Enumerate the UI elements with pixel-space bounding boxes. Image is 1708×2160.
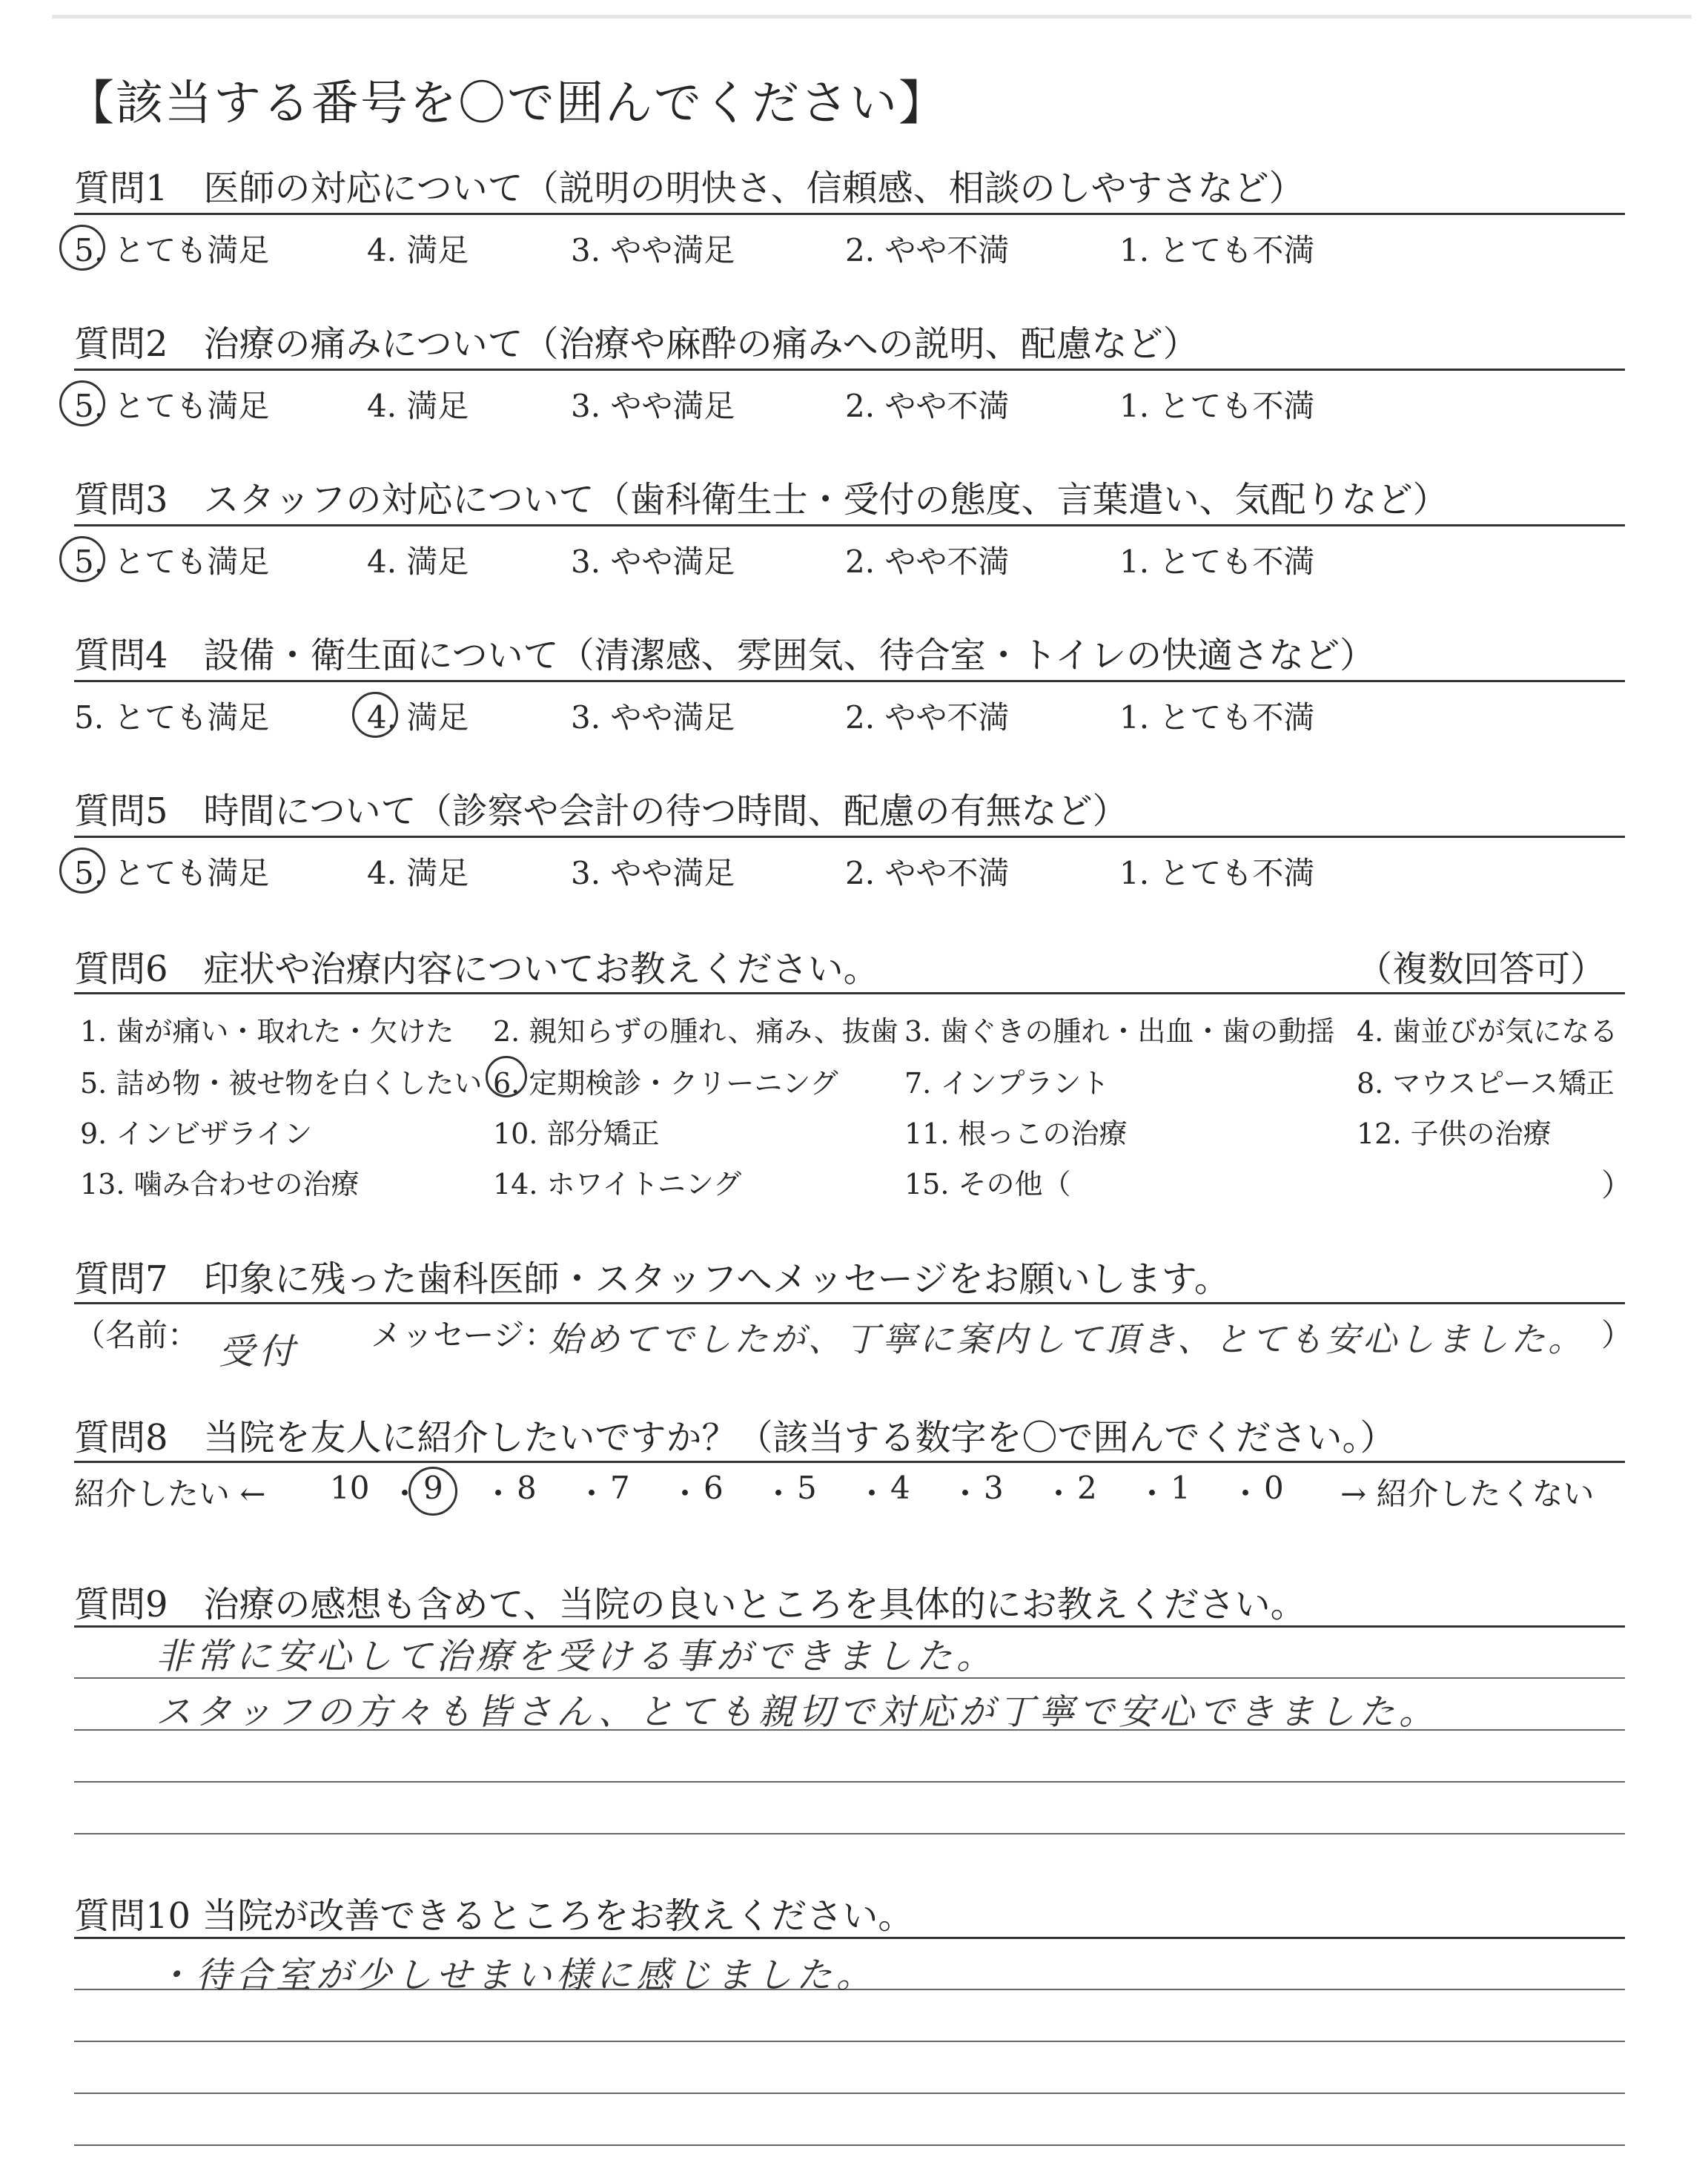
q8-scale-7[interactable]: 7 <box>610 1470 630 1506</box>
q2-option-1[interactable]: 1. とても不満 <box>1119 388 1315 424</box>
q1-option-3[interactable]: 3. やや満足 <box>571 232 735 268</box>
q6-option-14[interactable]: 14. ホワイトニング <box>493 1168 742 1200</box>
q10-answer-line <box>74 1937 1625 1939</box>
q5-selection-circle <box>59 848 105 894</box>
q2-option-4[interactable]: 4. 満足 <box>367 388 469 424</box>
q8-scale-8[interactable]: 8 <box>517 1470 537 1506</box>
q3-selection-circle <box>59 536 105 582</box>
q6-title: 質問6 症状や治療内容についてお教えください。 <box>74 948 879 990</box>
q1-option-4[interactable]: 4. 満足 <box>367 232 469 268</box>
q10-answer-line <box>74 2144 1625 2146</box>
q4-option-5[interactable]: 5. とても満足 <box>74 699 270 736</box>
q4-option-3[interactable]: 3. やや満足 <box>571 699 735 736</box>
q8-scale-6[interactable]: 6 <box>704 1470 724 1506</box>
q8-scale-separator: ・ <box>669 1476 701 1512</box>
q6-option-8[interactable]: 8. マウスピース矯正 <box>1357 1067 1615 1100</box>
q10-title: 質問10 当院が改善できるところをお教えください。 <box>74 1895 914 1937</box>
q9-title: 質問9 治療の感想も含めて、当院の良いところを具体的にお教えください。 <box>74 1584 1306 1625</box>
q9-answer-line <box>74 1781 1625 1783</box>
q1-option-1[interactable]: 1. とても不満 <box>1119 232 1315 268</box>
q7-close-paren: ） <box>1601 1317 1633 1353</box>
q3-option-1[interactable]: 1. とても不満 <box>1119 544 1315 580</box>
q6-option-4[interactable]: 4. 歯並びが気になる <box>1357 1015 1618 1048</box>
q2-option-5[interactable]: 5. とても満足 <box>74 388 270 424</box>
q2-option-2[interactable]: 2. やや不満 <box>845 388 1010 424</box>
q5-option-1[interactable]: 1. とても不満 <box>1119 855 1315 891</box>
q7-message-value: 始めてでしたが、丁寧に案内して頂き、とても安心しました。 <box>549 1319 1586 1359</box>
q2-title: 質問2 治療の痛みについて（治療や麻酔の痛みへの説明、配慮など） <box>74 323 1199 365</box>
q2-option-3[interactable]: 3. やや満足 <box>571 388 735 424</box>
q6-option-12[interactable]: 12. 子供の治療 <box>1357 1117 1552 1150</box>
q8-selection-circle <box>408 1467 457 1516</box>
page-heading: 【該当する番号を〇で囲んでください】 <box>67 76 947 131</box>
q10-answer-line <box>74 2041 1625 2042</box>
q8-scale-separator: ・ <box>576 1476 608 1512</box>
q6-option-7[interactable]: 7. インプラント <box>904 1067 1110 1100</box>
q8-scale-separator: ・ <box>1230 1476 1262 1512</box>
q8-scale-separator: ・ <box>1136 1476 1168 1512</box>
q3-rule <box>74 524 1625 526</box>
q8-left-label: 紹介したい ← <box>74 1476 266 1512</box>
q9-answer-line <box>74 1833 1625 1834</box>
q4-selection-circle <box>352 692 398 738</box>
q7-title: 質問7 印象に残った歯科医師・スタッフへメッセージをお願いします。 <box>74 1258 1230 1300</box>
q1-title: 質問1 医師の対応について（説明の明快さ、信頼感、相談のしやすさなど） <box>74 168 1305 209</box>
q6-option-11[interactable]: 11. 根っこの治療 <box>904 1117 1128 1150</box>
q8-scale-separator: ・ <box>856 1476 888 1512</box>
q8-scale-5[interactable]: 5 <box>797 1470 817 1506</box>
q6-option-1[interactable]: 1. 歯が痛い・取れた・欠けた <box>80 1015 454 1048</box>
q3-option-3[interactable]: 3. やや満足 <box>571 544 735 580</box>
q6-option-9[interactable]: 9. インビザライン <box>80 1117 313 1150</box>
q1-selection-circle <box>59 225 105 271</box>
q3-option-4[interactable]: 4. 満足 <box>367 544 469 580</box>
q8-scale-1[interactable]: 1 <box>1171 1470 1191 1506</box>
q5-option-3[interactable]: 3. やや満足 <box>571 855 735 891</box>
q7-rule <box>74 1302 1625 1304</box>
q7-name-value: 受付 <box>219 1331 299 1373</box>
q2-rule <box>74 369 1625 371</box>
q6-rule <box>74 992 1625 994</box>
q6-option-3[interactable]: 3. 歯ぐきの腫れ・出血・歯の動揺 <box>904 1015 1335 1048</box>
top-border <box>52 15 1692 19</box>
q8-scale-separator: ・ <box>763 1476 795 1512</box>
q5-title: 質問5 時間について（診察や会計の待つ時間、配慮の有無など） <box>74 790 1128 832</box>
q3-option-2[interactable]: 2. やや不満 <box>845 544 1010 580</box>
q4-rule <box>74 680 1625 682</box>
q5-rule <box>74 836 1625 838</box>
q5-option-4[interactable]: 4. 満足 <box>367 855 469 891</box>
q6-selection-circle <box>486 1056 527 1097</box>
q8-scale-9[interactable]: 9 <box>423 1470 443 1506</box>
q4-option-2[interactable]: 2. やや不満 <box>845 699 1010 736</box>
q6-option-5[interactable]: 5. 詰め物・被せ物を白くしたい <box>80 1067 483 1100</box>
q1-rule <box>74 213 1625 215</box>
q10-answer-1: ・待合室が少しせまい様に感じました。 <box>156 1955 877 1996</box>
q4-option-4[interactable]: 4. 満足 <box>367 699 469 736</box>
q4-title: 質問4 設備・衛生面について（清潔感、雰囲気、待合室・トイレの快適さなど） <box>74 635 1376 676</box>
q8-scale-separator: ・ <box>389 1476 421 1512</box>
q6-option-13[interactable]: 13. 噛み合わせの治療 <box>80 1168 360 1200</box>
q9-answer-1: 非常に安心して治療を受ける事ができました。 <box>156 1636 997 1677</box>
q8-scale-2[interactable]: 2 <box>1077 1470 1097 1506</box>
q6-option-10[interactable]: 10. 部分矯正 <box>493 1117 660 1150</box>
q8-rule <box>74 1461 1625 1463</box>
q3-option-5[interactable]: 5. とても満足 <box>74 544 270 580</box>
q1-option-2[interactable]: 2. やや不満 <box>845 232 1010 268</box>
q8-title: 質問8 当院を友人に紹介したいですか？（該当する数字を〇で囲んでください。） <box>74 1417 1396 1459</box>
q8-scale-3[interactable]: 3 <box>984 1470 1004 1506</box>
q1-option-5[interactable]: 5. とても満足 <box>74 232 270 268</box>
q5-option-2[interactable]: 2. やや不満 <box>845 855 1010 891</box>
q8-scale-separator: ・ <box>1043 1476 1075 1512</box>
q3-title: 質問3 スタッフの対応について（歯科衛生士・受付の態度、言葉遣い、気配りなど） <box>74 479 1449 521</box>
q7-name-label: （名前： <box>74 1317 199 1353</box>
q8-scale-separator: ・ <box>950 1476 982 1512</box>
q8-scale-separator: ・ <box>483 1476 514 1512</box>
q6-note: （複数回答可） <box>1357 948 1606 990</box>
q8-scale-10[interactable]: 10 <box>330 1470 370 1506</box>
q6-other-close: ） <box>1601 1167 1633 1203</box>
q8-right-label: → 紹介したくない <box>1340 1476 1595 1512</box>
q7-message-label: メッセージ： <box>371 1317 556 1353</box>
q10-answer-line <box>74 2093 1625 2094</box>
q4-option-1[interactable]: 1. とても不満 <box>1119 699 1315 736</box>
q9-answer-2: スタッフの方々も皆さん、とても親切で対応が丁寧で安心できました。 <box>156 1691 1439 1733</box>
q6-option-6[interactable]: 6. 定期検診・クリーニング <box>493 1067 838 1100</box>
q5-option-5[interactable]: 5. とても満足 <box>74 855 270 891</box>
q8-scale-0[interactable]: 0 <box>1264 1470 1284 1506</box>
q2-selection-circle <box>59 380 105 426</box>
q6-option-2[interactable]: 2. 親知らずの腫れ、痛み、抜歯 <box>493 1015 898 1048</box>
q6-option-15[interactable]: 15. その他（ <box>904 1168 1071 1200</box>
q8-scale-4[interactable]: 4 <box>890 1470 910 1506</box>
